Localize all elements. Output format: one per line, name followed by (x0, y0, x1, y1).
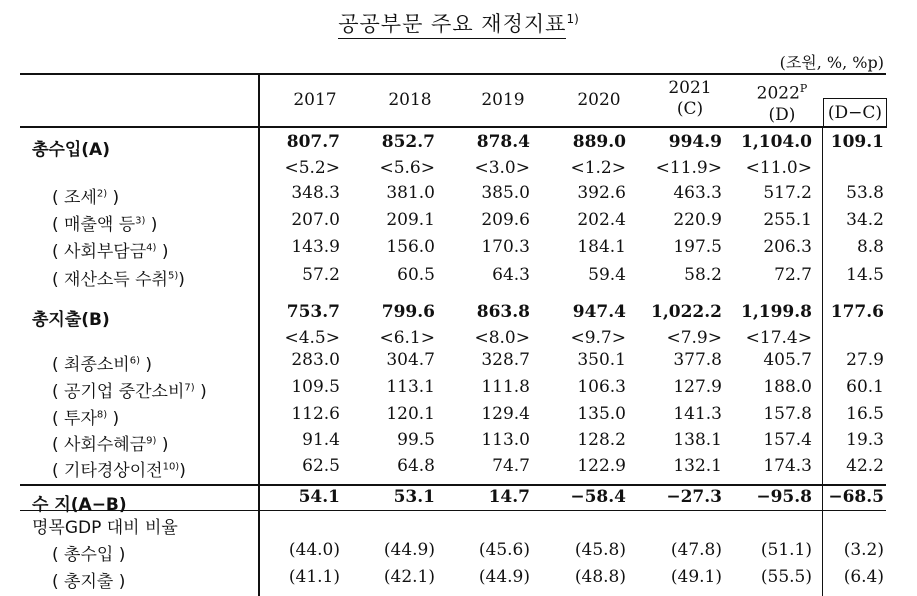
table-cell: 143.9 (291, 237, 340, 257)
table-cell: 994.9 (668, 132, 722, 152)
row-footnote: 3) (135, 215, 146, 227)
table-cell: 381.0 (386, 183, 435, 203)
table-cell: (42.1) (383, 567, 435, 587)
rule-top (20, 73, 886, 75)
header-year-2021-year: 2021 (668, 78, 712, 98)
table-cell: 122.9 (577, 456, 626, 476)
table-cell: −58.4 (570, 487, 626, 507)
rule-label-column (258, 73, 260, 596)
table-cell: <3.0> (474, 158, 530, 178)
header-year-2022-year: $2022^P$ (756, 82, 808, 104)
table-cell: 304.7 (386, 350, 435, 370)
row-footnote: 10) (162, 461, 180, 473)
row-footnote: 6) (129, 355, 140, 367)
title-text: 공공부문 주요 재정지표 (338, 12, 566, 39)
row-footnote: 5) (167, 270, 179, 282)
diff-cell: 34.2 (846, 210, 884, 230)
table-cell: 113.0 (481, 430, 530, 450)
table-cell: (44.9) (383, 540, 435, 560)
table-cell: 111.8 (481, 377, 530, 397)
table-cell: <17.4> (745, 328, 812, 348)
row-label: ( 사회부담금$^{4)}$ ) (52, 242, 169, 262)
title-footnote: 1) (566, 12, 579, 26)
table-cell: 348.3 (291, 183, 340, 203)
diff-cell: (3.2) (843, 540, 884, 560)
table-cell: −95.8 (756, 487, 812, 507)
diff-cell: 109.1 (830, 132, 884, 152)
table-cell: 220.9 (673, 210, 722, 230)
table-cell: 517.2 (763, 183, 812, 203)
table-cell: 188.0 (763, 377, 812, 397)
table-cell: (48.8) (574, 567, 626, 587)
table-cell: (47.8) (670, 540, 722, 560)
diff-cell: 60.1 (846, 377, 884, 397)
diff-cell: 177.6 (830, 302, 884, 322)
header-year-2022 (737, 78, 827, 126)
table-cell: 54.1 (298, 487, 340, 507)
table-cell: 60.5 (397, 265, 435, 285)
rule-header (20, 126, 886, 128)
table-cell: 202.4 (577, 210, 626, 230)
diff-cell: 14.5 (846, 265, 884, 285)
table-cell: <6.1> (379, 328, 435, 348)
table-cell: 128.2 (577, 430, 626, 450)
header-year-2022-tag: (D) (768, 104, 796, 125)
table-cell: <11.0> (745, 158, 812, 178)
row-label: 명목GDP 대비 비율 (32, 518, 178, 538)
diff-cell: (6.4) (843, 567, 884, 587)
table-cell: (44.9) (478, 567, 530, 587)
header-year-2021-tag: (C) (676, 99, 704, 119)
table-cell: (49.1) (670, 567, 722, 587)
table-cell: 109.5 (291, 377, 340, 397)
table-cell: 138.1 (673, 430, 722, 450)
table-cell: 1,199.8 (741, 302, 812, 322)
table-cell: 753.7 (286, 302, 340, 322)
table-cell: (41.1) (288, 567, 340, 587)
row-label: ( 총수입 ) (52, 545, 126, 565)
table-cell: 392.6 (577, 183, 626, 203)
table-cell: 106.3 (577, 377, 626, 397)
row-label: ( 최종소비$^{6)}$ ) (52, 355, 153, 375)
row-label: ( 조세$^{2)}$ ) (52, 188, 120, 208)
table-cell: (51.1) (760, 540, 812, 560)
table-cell: 59.4 (588, 265, 626, 285)
table-cell: 58.2 (684, 265, 722, 285)
row-label: ( 기타경상이전$^{10)}$) (52, 461, 186, 481)
table-cell: 157.4 (763, 430, 812, 450)
table-cell: 1,022.2 (651, 302, 722, 322)
table-cell: 207.0 (291, 210, 340, 230)
table-cell: <1.2> (570, 158, 626, 178)
table-cell: 878.4 (476, 132, 530, 152)
table-cell: 157.8 (763, 404, 812, 424)
table-cell: 863.8 (476, 302, 530, 322)
header-year-2021 (645, 78, 735, 120)
table-cell: 141.3 (673, 404, 722, 424)
row-label: ( 공기업 중간소비$^{7)}$ ) (52, 382, 207, 402)
header-year-2022-preliminary-mark: P (799, 82, 808, 95)
table-cell: <8.0> (474, 328, 530, 348)
diff-cell: 16.5 (846, 404, 884, 424)
row-label: ( 투자$^{8)}$ ) (52, 409, 120, 429)
table-cell: 283.0 (291, 350, 340, 370)
row-footnote: 2) (96, 188, 108, 200)
row-label: ( 사회수혜금$^{9)}$ ) (52, 435, 169, 455)
header-year-2019: 2019 (481, 90, 525, 110)
table-cell: 197.5 (673, 237, 722, 257)
diff-cell: 42.2 (846, 456, 884, 476)
table-cell: 91.4 (302, 430, 340, 450)
table-cell: 74.7 (492, 456, 530, 476)
table-cell: 99.5 (397, 430, 435, 450)
table-cell: <4.5> (284, 328, 340, 348)
table-cell: 377.8 (673, 350, 722, 370)
table-cell: 255.1 (763, 210, 812, 230)
table-cell: 889.0 (572, 132, 626, 152)
diff-cell: 19.3 (846, 430, 884, 450)
diff-cell: 8.8 (856, 237, 884, 257)
table-cell: 72.7 (774, 265, 812, 285)
table-cell: 184.1 (577, 237, 626, 257)
table-cell: <5.2> (284, 158, 340, 178)
row-label: ( 매출액 등$^{3)}$ ) (52, 215, 158, 235)
table-cell: 120.1 (386, 404, 435, 424)
row-label: 총지출(B) (32, 310, 110, 330)
table-cell: 463.3 (673, 183, 722, 203)
table-cell: 405.7 (763, 350, 812, 370)
table-cell: 206.3 (763, 237, 812, 257)
table-cell: 57.2 (302, 265, 340, 285)
table-cell: 135.0 (577, 404, 626, 424)
header-year-2020: 2020 (577, 90, 621, 110)
table-cell: (44.0) (288, 540, 340, 560)
table-cell: 14.7 (488, 487, 530, 507)
table-cell: 328.7 (481, 350, 530, 370)
header-year-2017: 2017 (293, 90, 337, 110)
rule-diff-column (822, 126, 823, 596)
unit-label: (조원, %, %p) (779, 53, 884, 72)
row-label: 수 지(A−B) (32, 495, 127, 515)
row-label: ( 총지출 ) (52, 572, 126, 592)
diff-cell: −68.5 (828, 487, 884, 507)
table-cell: 350.1 (577, 350, 626, 370)
table-cell: <7.9> (666, 328, 722, 348)
table-cell: 174.3 (763, 456, 812, 476)
table-cell: 156.0 (386, 237, 435, 257)
table-cell: 852.7 (381, 132, 435, 152)
table-cell: (45.6) (478, 540, 530, 560)
table-cell: 53.1 (393, 487, 435, 507)
table-title (0, 8, 917, 38)
row-footnote: 9) (146, 435, 157, 447)
table-cell: 947.4 (572, 302, 626, 322)
table-cell: (55.5) (760, 567, 812, 587)
table-cell: <9.7> (570, 328, 626, 348)
row-footnote: 4) (146, 242, 157, 254)
rule-after-balance (20, 510, 886, 511)
table-cell: 113.1 (386, 377, 435, 397)
row-label: 총수입(A) (32, 140, 110, 160)
table-cell: 62.5 (302, 456, 340, 476)
table-cell: −27.3 (666, 487, 722, 507)
table-cell: 132.1 (673, 456, 722, 476)
table-cell: 64.8 (397, 456, 435, 476)
table-cell: 127.9 (673, 377, 722, 397)
table-cell: 209.1 (386, 210, 435, 230)
row-label: ( 재산소득 수취$^{5)}$) (52, 270, 185, 290)
table-cell: 209.6 (481, 210, 530, 230)
table-cell: 799.6 (381, 302, 435, 322)
diff-cell: 27.9 (846, 350, 884, 370)
table-cell: (45.8) (574, 540, 626, 560)
table-cell: 129.4 (481, 404, 530, 424)
table-cell: 1,104.0 (741, 132, 812, 152)
row-footnote: 7) (184, 382, 195, 394)
diff-cell: 53.8 (846, 183, 884, 203)
table-cell: 112.6 (291, 404, 340, 424)
header-diff: (D−C) (823, 98, 887, 128)
table-cell: 170.3 (481, 237, 530, 257)
table-cell: 64.3 (492, 265, 530, 285)
table-cell: <11.9> (655, 158, 722, 178)
header-year-2018: 2018 (388, 90, 432, 110)
table-cell: <5.6> (379, 158, 435, 178)
row-footnote: 8) (96, 409, 108, 421)
rule-before-balance (20, 484, 886, 486)
table-cell: 807.7 (286, 132, 340, 152)
table-cell: 385.0 (481, 183, 530, 203)
